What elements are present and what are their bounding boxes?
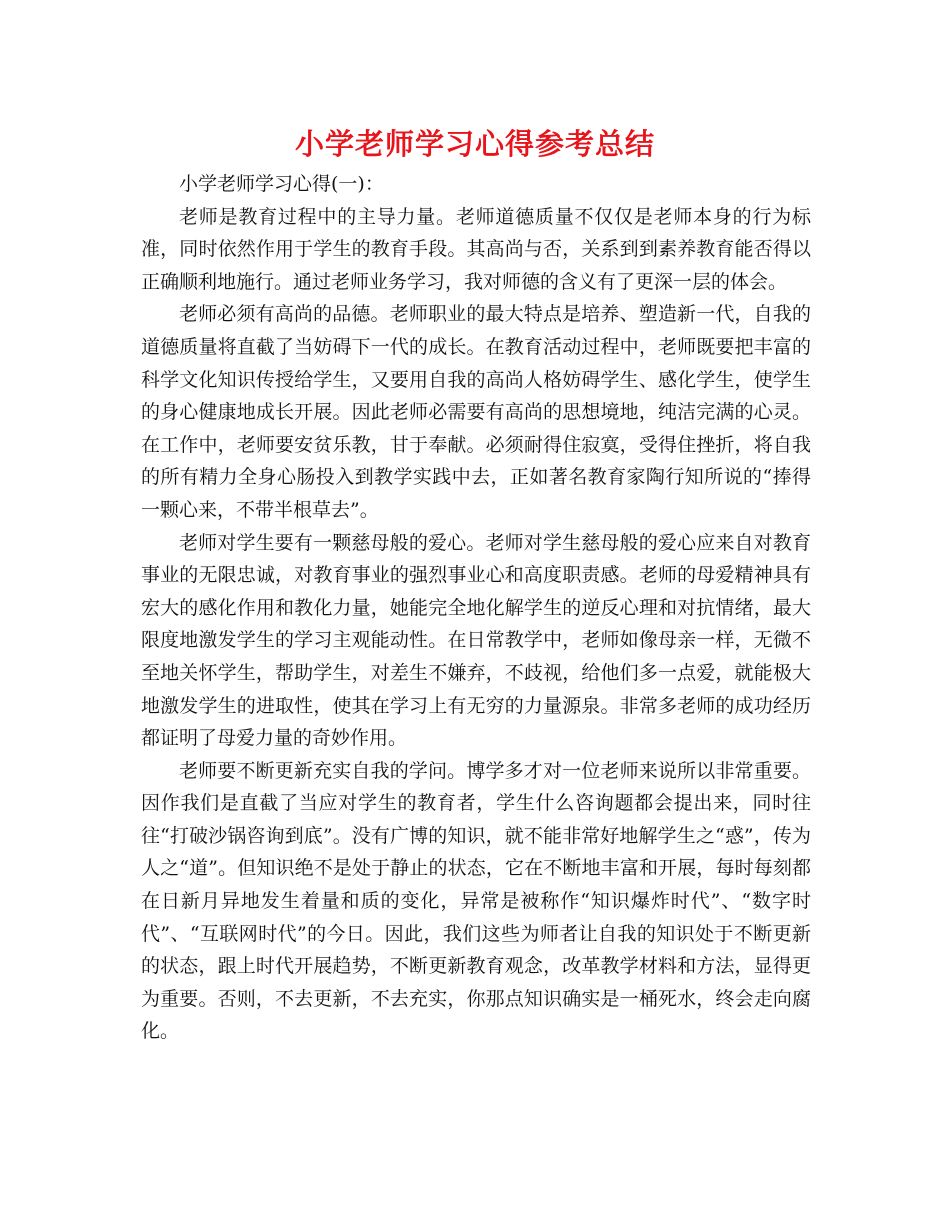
document-body [141,168,811,1048]
paragraph-1: 老师是教育过程中的主导力量。老师道德质量不仅仅是老师本身的行为标准，同时依然作用于学生的教育手段。其高尚与否，关系到到素养教育能否得以正确顺利地施行。通过老师业务学习，我对师德的含义有了更深一层的体会。 [141,205,811,293]
section-subtitle: 小学老师学习心得(一)： [179,173,384,195]
paragraph-3: 老师对学生要有一颗慈母般的爱心。老师对学生慈母般的爱心应来自对教育事业的无限忠诚，对教育事业的强烈事业心和高度职责感。老师的母爱精神具有宏大的感化作用和教化力量，她能完全地化解学生的逆反心理和对抗情绪，最大限度地激发学生的学习主观能动性。在日常教学中，老师如像母亲一样，无微不至地关怀学生，帮助学生，对差生不嫌弃，不歧视，给他们多一点爱，就能极大地激发学生的进取性，使其在学习上有无穷的力量源泉。非常多老师的成功经历都证明了母爱力量的奇妙作用。 [141,531,811,750]
document-title: 小学老师学习心得参考总结 [294,127,655,161]
paragraph-2: 老师必须有高尚的品德。老师职业的最大特点是培养、塑造新一代，自我的道德质量将直截了当妨碍下一代的成长。在教育活动过程中，老师既要把丰富的科学文化知识传授给学生，又要用自我的高尚人格妨碍学生、感化学生，使学生的身心健康地成长开展。因此老师必需要有高尚的思想境地，纯洁完满的心灵。在工作中，老师要安贫乐教，甘于奉献。必须耐得住寂寞，受得住挫折，将自我的所有精力全身心肠投入到教学实践中去，正如著名教育家陶行知所说的“捧得一颗心来，不带半根草去”。 [141,303,811,521]
paragraph-4: 老师要不断更新充实自我的学问。博学多才对一位老师来说所以非常重要。因作我们是直截了当应对学生的教育者，学生什么咨询题都会提出来，同时往往“打破沙锅咨询到底”。没有广博的知识，就不能非常好地解学生之“惑”，传为人之“道”。但知识绝不是处于静止的状态，它在不断地丰富和开展，每时每刻都在日新月异地发生着量和质的变化，异常是被称作“知识爆炸时代”、“数字时代”、“互联网时代”的今日。因此，我们这些为师者让自我的知识处于不断更新的状态，跟上时代开展趋势，不断更新教育观念，改革教学材料和方法，显得更为重要。否则，不去更新，不去充实，你那点知识确实是一桶死水，终会走向腐化。 [141,759,811,1043]
